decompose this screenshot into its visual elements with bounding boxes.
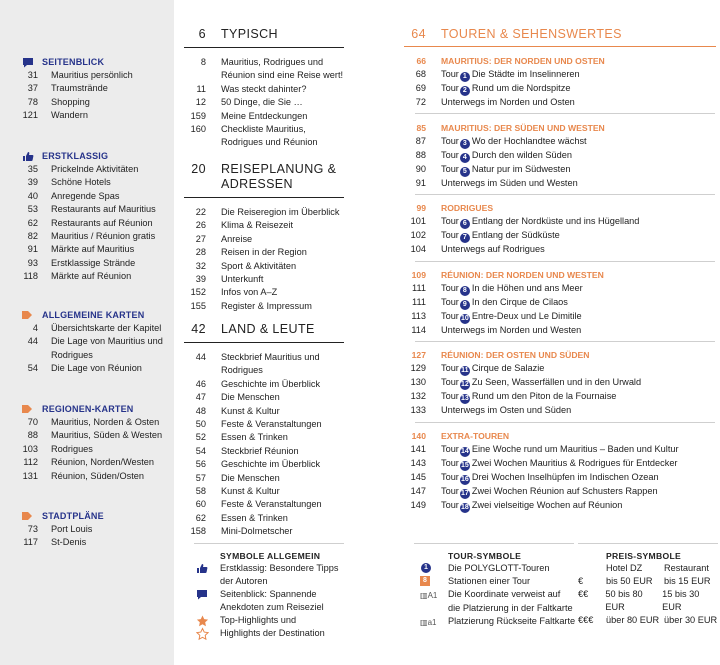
chapter-land-leute [184, 322, 344, 539]
list-item[interactable]: 87 Tour 3 Wo der Hochlandtee wächst [415, 136, 587, 148]
list-item[interactable]: 12 50 Dinge, die Sie … [195, 97, 303, 108]
list-item[interactable]: 11 Was steckt dahinter? [196, 83, 307, 94]
tour-number-badge: 17 [460, 490, 469, 498]
list-item[interactable]: 50 Feste & Veranstaltungen [195, 419, 322, 430]
speech-bubble-icon [22, 57, 42, 68]
tour-number-badge: 3 [460, 139, 470, 149]
list-item[interactable]: 101 Tour 6 Entlang der Nordküste und ins Hügelland [410, 216, 640, 228]
tour-group [404, 269, 716, 338]
list-item[interactable]: Rodrigues [221, 365, 263, 376]
list-item[interactable]: 152 Infos von A–Z [190, 287, 278, 298]
list-item[interactable]: 60 Feste & Veranstaltungen [195, 499, 322, 510]
tour-number-badge: 5 [460, 167, 470, 177]
chapter-heading[interactable]: 6 TYPISCH [184, 27, 344, 48]
divider [415, 113, 715, 114]
divider [415, 194, 715, 195]
list-item[interactable]: 35 Prickelnde Aktivitäten [27, 164, 139, 174]
list-item[interactable]: 147 Tour 17 Zwei Wochen Réunion auf Schusters Rappen [410, 486, 658, 498]
list-item[interactable]: 73 Port Louis [27, 524, 93, 534]
list-item[interactable]: 91 Unterwegs im Süden und Westen [415, 178, 578, 189]
list-item[interactable]: 22 Die Reiseregion im Überblick [195, 207, 340, 217]
legend-heading: PREIS-SYMBOLE [606, 551, 682, 561]
list-item[interactable]: 102 Tour 7 Entlang der Südküste [410, 230, 560, 242]
group-heading[interactable]: 127 RÉUNION: DER OSTEN UND SÜDEN [411, 350, 590, 360]
tour-number-badge: 12 [460, 381, 469, 389]
section-heading: ERSTKLASSIG [42, 151, 109, 161]
list-item[interactable]: 117 St-Denis [23, 537, 87, 548]
symbols-legend [196, 550, 346, 641]
list-item[interactable]: 130 Tour 12 Zu Seen, Wasserfällen und in den Urwald [410, 377, 642, 389]
list-item[interactable]: 88 Tour 4 Durch den wilden Süden [415, 150, 572, 162]
divider [415, 341, 715, 342]
list-item[interactable]: 70 Mauritius, Norden & Osten [27, 417, 160, 427]
legend-item: ▥ A1 Die Koordinate verweist auf [420, 589, 561, 600]
orange-arrow-icon [22, 310, 42, 320]
list-item[interactable]: 28 Reisen in der Region [195, 247, 307, 258]
orange-arrow-icon [22, 404, 42, 414]
legend-item: ▥ a1 Platzierung Rückseite Faltkarte [420, 616, 576, 627]
tour-number-badge: 16 [460, 476, 469, 484]
list-item[interactable]: 8 Mauritius, Rodrigues und [200, 57, 324, 67]
section-heading: REGIONEN-KARTEN [42, 404, 134, 414]
list-item[interactable]: 82 Mauritius / Réunion gratis [27, 230, 156, 241]
list-item[interactable]: 141 Tour 14 Eine Woche rund um Mauritius – Baden und Kultur [410, 444, 679, 456]
divider [194, 543, 344, 544]
thumbs-up-icon [22, 151, 42, 162]
tour-number-badge: 10 [460, 315, 469, 323]
tour-station-icon: 8 [420, 576, 430, 586]
tour-number-badge: 14 [460, 448, 469, 456]
tour-number-badge: 15 [460, 462, 469, 470]
list-item[interactable]: 131 Réunion, Süden/Osten [22, 470, 144, 481]
list-item[interactable]: 88 Mauritius, Süden & Westen [27, 430, 163, 441]
list-item[interactable]: 72 Unterwegs im Norden und Osten [415, 97, 575, 108]
price-row: €€ 50 bis 80 EUR 15 bis 30 EUR [578, 589, 700, 612]
price-row: €€€ über 80 EUR über 30 EUR [578, 615, 718, 625]
legend-item: Erstklassig: Besondere Tipps der Autoren [196, 562, 346, 588]
tour-number-badge: 2 [460, 86, 470, 96]
chapter-reiseplanung [184, 162, 344, 313]
list-item[interactable]: 149 Tour 18 Zwei vielseitige Wochen auf Réunion [410, 500, 623, 512]
orange-arrow-icon [22, 511, 42, 521]
tour-number-badge: 13 [460, 395, 469, 403]
list-item[interactable]: 129 Tour 11 Cirque de Salazie [410, 363, 545, 375]
list-item[interactable]: Rodrigues [51, 349, 93, 360]
speech-bubble-icon [196, 588, 220, 614]
list-item[interactable]: 48 Kunst & Kultur [195, 405, 280, 416]
legend-item: Top-Highlights und Highlights der Destination [196, 614, 346, 641]
divider [414, 543, 574, 544]
list-item[interactable]: 37 Traumstrände [27, 83, 108, 94]
group-heading[interactable]: 99 RODRIGUES [416, 203, 494, 213]
tour-number-badge: 11 [461, 367, 469, 375]
list-item[interactable]: Réunion sind eine Reise wert! [221, 70, 344, 81]
list-item[interactable]: 57 Die Menschen [195, 472, 280, 483]
tour-group [404, 430, 718, 513]
tour-group [404, 202, 716, 257]
legend-item: 8 Stationen einer Tour [420, 575, 580, 588]
list-item[interactable]: 39 Schöne Hotels [27, 177, 111, 188]
sidebar-section-allgemeine-karten [22, 309, 174, 376]
list-item[interactable]: 143 Tour 15 Zwei Wochen Mauritius & Rodrigues für Entdecker [410, 458, 678, 470]
list-item[interactable]: Rodrigues und Réunion [221, 137, 318, 148]
tour-number-badge: 4 [460, 153, 470, 163]
tour-number-badge: 6 [460, 219, 470, 229]
list-item[interactable]: 47 Die Menschen [195, 392, 280, 403]
thumbs-up-icon [196, 562, 220, 588]
group-heading[interactable]: 140 EXTRA-TOUREN [411, 431, 510, 441]
list-item[interactable]: 44 Steckbrief Mauritius und [195, 352, 320, 362]
list-item[interactable]: 104 Unterwegs auf Rodrigues [410, 244, 545, 255]
list-item[interactable]: 52 Essen & Trinken [195, 432, 288, 443]
group-heading[interactable]: 66 MAURITIUS: DER NORDEN UND OSTEN [416, 56, 605, 66]
sidebar-section-regionen-karten [22, 403, 174, 483]
list-item[interactable]: 158 Mini-Dolmetscher [190, 526, 293, 537]
list-item[interactable]: 111 Tour 9 In den Cirque de Cilaos [412, 297, 568, 309]
list-item[interactable]: 62 Essen & Trinken [195, 512, 288, 523]
legend-item: die Platzierung in der Faltkarte [448, 603, 573, 613]
legend-item: 1 Die POLYGLOTT-Touren [420, 562, 580, 575]
list-item[interactable]: 132 Tour 13 Rund um den Piton de la Fournaise [410, 391, 617, 403]
star-icon [196, 614, 220, 641]
list-item[interactable]: 121 Wandern [22, 110, 88, 121]
list-item[interactable]: 160 Checkliste Mauritius, [190, 124, 306, 135]
price-symbols-legend [578, 550, 720, 627]
section-heading: STADTPLÄNE [42, 511, 104, 521]
list-item[interactable]: 53 Restaurants auf Mauritius [27, 204, 156, 215]
tour-symbols-legend [420, 550, 580, 629]
list-item[interactable]: 40 Anregende Spas [27, 190, 120, 201]
legend-item: Seitenblick: Spannende Anekdoten zum Reiseziel [196, 588, 346, 614]
list-item[interactable]: 26 Klima & Reisezeit [195, 220, 293, 231]
list-item[interactable]: 155 Register & Impressum [190, 300, 312, 311]
sidebar-section-stadtplaene [22, 510, 174, 550]
chapter-touren [404, 27, 716, 47]
list-item[interactable]: 32 Sport & Aktivitäten [195, 260, 297, 271]
divider [415, 422, 715, 423]
list-item[interactable]: 31 Mauritius persönlich [27, 70, 133, 80]
tour-group [404, 55, 716, 110]
list-item[interactable]: 112 Réunion, Norden/Westen [23, 457, 154, 468]
section-heading: ALLGEMEINE KARTEN [42, 310, 145, 320]
divider [578, 543, 718, 544]
list-item[interactable]: 68 Tour 1 Die Städte im Inselinneren [415, 69, 580, 81]
list-item[interactable]: 78 Shopping [27, 96, 90, 107]
divider [415, 261, 715, 262]
map-grid-icon: ▥ A1 [420, 591, 438, 600]
list-item[interactable]: 118 Märkte auf Réunion [23, 271, 132, 282]
list-item[interactable]: 46 Geschichte im Überblick [195, 378, 321, 389]
list-item[interactable]: 91 Märkte auf Mauritius [27, 244, 135, 255]
list-item[interactable]: 133 Unterwegs im Osten und Süden [410, 405, 572, 416]
tour-number-badge: 9 [460, 300, 470, 310]
chapter-heading[interactable]: 42 LAND & LEUTE [184, 322, 344, 343]
group-heading[interactable]: 109 RÉUNION: DER NORDEN UND WESTEN [411, 270, 604, 280]
list-item[interactable]: 90 Tour 5 Natur pur im Südwesten [415, 164, 571, 176]
list-item[interactable]: 114 Unterwegs im Norden und Westen [411, 325, 582, 336]
list-item[interactable]: 56 Geschichte im Überblick [195, 459, 321, 470]
legend-heading: SYMBOLE ALLGEMEIN [220, 551, 321, 561]
price-header-row: Hotel DZ Restaurant [606, 563, 709, 573]
list-item[interactable]: 4 Übersichtskarte der Kapitel [32, 323, 162, 333]
chapter-heading[interactable]: 20 REISEPLANUNG & ADRESSEN [184, 162, 344, 198]
tour-number-badge: 1 [460, 72, 470, 82]
list-item[interactable]: 113 Tour 10 Entre-Deux und Le Dimitile [411, 311, 582, 323]
list-item[interactable]: 69 Tour 2 Rund um die Nordspitze [415, 83, 571, 95]
list-item[interactable]: 145 Tour 16 Drei Wochen Inselhüpfen im Indischen Ozean [410, 472, 659, 484]
list-item[interactable]: 54 Steckbrief Réunion [195, 445, 299, 456]
list-item[interactable]: 27 Anreise [195, 233, 253, 244]
tour-group [404, 122, 716, 191]
price-row: € bis 50 EUR bis 15 EUR [578, 576, 711, 586]
group-heading[interactable]: 85 MAURITIUS: DER SÜDEN UND WESTEN [416, 123, 605, 133]
tour-number-badge: 8 [460, 286, 470, 296]
section-heading: SEITENBLICK [42, 57, 105, 67]
chapter-typisch [184, 27, 344, 150]
list-item[interactable]: 54 Die Lage von Réunion [27, 363, 142, 374]
list-item[interactable]: 111 Tour 8 In die Höhen und ans Meer [412, 283, 583, 295]
list-item[interactable]: 58 Kunst & Kultur [195, 486, 280, 497]
sidebar-section-erstklassig [22, 150, 174, 284]
tour-number-badge: 7 [460, 233, 470, 243]
legend-heading: TOUR-SYMBOLE [448, 551, 522, 561]
tour-number-badge: 1 [421, 563, 431, 573]
sidebar-section-seitenblick [22, 56, 174, 123]
list-item[interactable]: 103 Rodrigues [22, 443, 93, 454]
list-item[interactable]: 62 Restaurants auf Réunion [27, 217, 153, 228]
tour-number-badge: 18 [460, 504, 469, 512]
tour-group [404, 349, 716, 418]
list-item[interactable]: 44 Die Lage von Mauritius und [27, 336, 163, 347]
map-grid-icon: ▥ a1 [420, 618, 437, 627]
list-item[interactable]: 93 Erstklassige Strände [27, 257, 136, 268]
list-item[interactable]: 39 Unterkunft [195, 274, 264, 285]
chapter-heading[interactable]: 64 TOUREN & SEHENSWERTES [404, 27, 716, 47]
list-item[interactable]: 159 Meine Entdeckungen [190, 110, 308, 121]
